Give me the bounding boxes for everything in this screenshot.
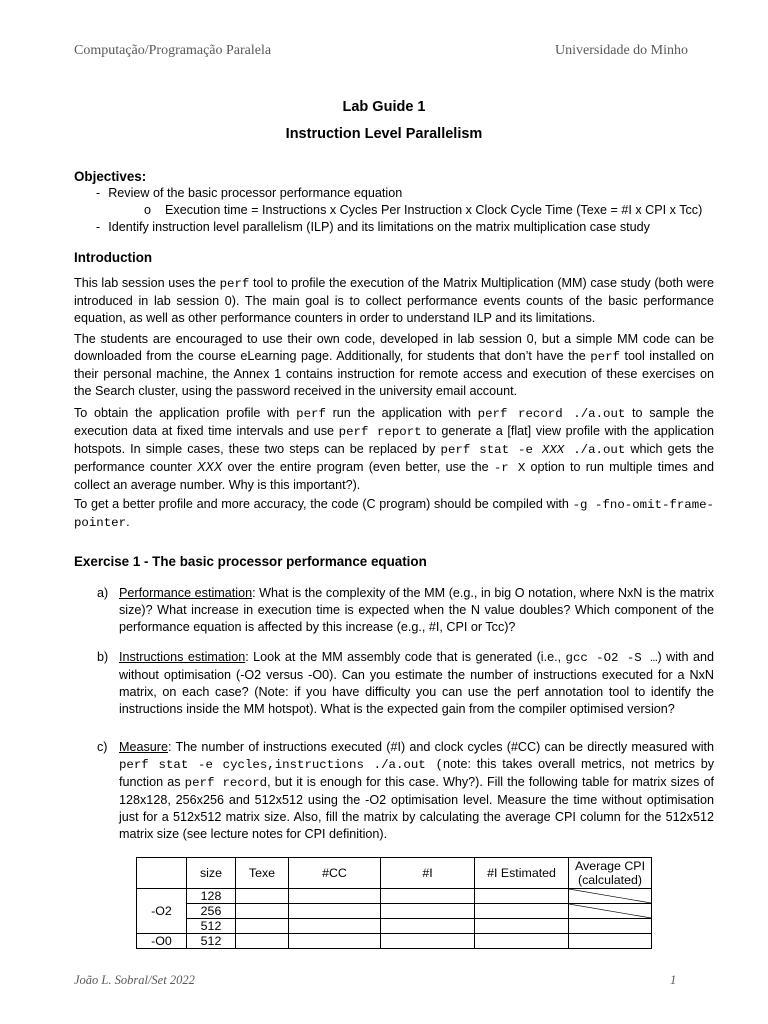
item-label: c) [97, 740, 108, 754]
table-row [137, 919, 652, 934]
input-cell[interactable] [289, 904, 381, 919]
size-cell: 256 [187, 904, 236, 919]
header-size: size [187, 858, 236, 889]
group-label-o0: -O0 [137, 934, 187, 949]
page-number: 1 [670, 973, 677, 987]
input-cell[interactable] [289, 934, 381, 949]
size-cell: 512 [187, 919, 236, 934]
header-university: Universidade do Minho [555, 43, 688, 58]
table-header-row [137, 858, 652, 889]
objective-subitem-1: o Execution time = Instructions x Cycles Per Instruction x Clock Cycle Time (Texe = #I x CPI x Tcc) [144, 203, 703, 217]
intro-paragraph-3: To obtain the application profile with perf run the application with perf record ./a.out to sample the execution data at fixed time intervals and use perf report to generate a [flat] view profile with the application hotspots. In simple cases, these two steps can be replaced by perf stat -e XXX ./a.out which gets the performance counter XXX over the entire program (even better, use the -r X option to run multiple times and collect an average number. Why is this important?). [74, 406, 715, 492]
header-i-estimated: #I Estimated [475, 858, 569, 889]
input-cell[interactable] [289, 919, 381, 934]
table-row [137, 904, 652, 919]
empty-header-cell [137, 858, 187, 889]
objective-item-1: - Review of the basic processor performance equation [96, 186, 403, 200]
table-row [137, 934, 652, 949]
group-label-o2: -O2 [137, 889, 187, 934]
footer-author: João L. Sobral/Set 2022 [74, 973, 195, 987]
input-cell[interactable] [289, 889, 381, 904]
disabled-cell [569, 889, 652, 904]
table-row [137, 889, 652, 904]
title-lab-guide: Lab Guide 1 [342, 99, 426, 115]
input-cell[interactable] [236, 889, 289, 904]
intro-paragraph-4: To get a better profile and more accuracy, the code (C program) should be compiled with -g -fno-omit-frame-pointer. [74, 497, 714, 530]
sub-bullet: o [144, 203, 152, 217]
bullet: - [96, 220, 101, 234]
size-cell: 128 [187, 889, 236, 904]
exercise-b: b) Instructions estimation: Look at the MM assembly code that is generated (i.e., gcc -O2 -S …) with and without optimisation (-O2 versus -O0). Can you estimate the number of instructions executed for a NxN matrix, on each case? (Note: if you have difficulty you can use the perf annotation tool to identify the instructions inside the MM hotspot). What is the expected gain from the compiler optimised version? [97, 650, 714, 716]
bullet: - [96, 186, 101, 200]
input-cell[interactable] [569, 934, 652, 949]
intro-paragraph-1: This lab session uses the perf tool to profile the execution of the Matrix Multiplication (MM) case study (both were introduced in lab session 0). The main goal is to collect performance events counts of the basic performance equation, as well as other performance counters in order to understand ILP and its limitations. [74, 276, 714, 325]
input-cell[interactable] [236, 904, 289, 919]
exercise-a: a) Performance estimation: What is the complexity of the MM (e.g., in big O notation, where NxN is the matrix size)? What increase in execution time is expected when the N value doubles? Which component of the performance equation is affected by this increase (e.g., #I, CPI or Tcc)? [97, 586, 714, 634]
introduction-heading: Introduction [74, 250, 153, 265]
header-i: #I [381, 858, 475, 889]
disabled-cell [569, 904, 652, 919]
input-cell[interactable] [475, 919, 569, 934]
input-cell[interactable] [569, 919, 652, 934]
exercise1-heading: Exercise 1 - The basic processor performance equation [74, 554, 427, 569]
item-label: b) [97, 650, 109, 664]
input-cell[interactable] [381, 904, 475, 919]
input-cell[interactable] [381, 889, 475, 904]
input-cell[interactable] [236, 934, 289, 949]
input-cell[interactable] [475, 889, 569, 904]
results-table [136, 857, 652, 949]
input-cell[interactable] [381, 919, 475, 934]
item-label: a) [97, 586, 109, 600]
header-texe: Texe [236, 858, 289, 889]
input-cell[interactable] [475, 934, 569, 949]
header-average-cpi: Average CPI (calculated) [569, 858, 652, 889]
title-subject: Instruction Level Parallelism [285, 126, 483, 142]
exercise-c: c) Measure: The number of instructions executed (#I) and clock cycles (#CC) can be directly measured with perf stat -e cycles,instructions ./a.out (note: this takes overall metrics, not metrics by function as perf record, but it is enough for this case. Why?). Fill the following table for matrix sizes of 128x128, 256x256 and 512x512 using the -O2 optimisation level. Measure the time without optimisation just for a 512x512 matrix size. Also, fill the matrix by calculating the average CPI column for the 512x512 matrix size (see lecture notes for CPI definition). [97, 740, 714, 841]
objectives-heading: Objectives: [74, 169, 147, 184]
header-course: Computação/Programação Paralela [74, 43, 272, 58]
input-cell[interactable] [475, 904, 569, 919]
input-cell[interactable] [381, 934, 475, 949]
size-cell: 512 [187, 934, 236, 949]
intro-paragraph-2: The students are encouraged to use their own code, developed in lab session 0, but a simple MM code can be downloaded from the course eLearning page. Additionally, for students that don’t have the perf tool installed on their personal machine, the Annex 1 contains instruction for remote access and execution of these exercises on the Search cluster, using the password received in the university email account. [74, 332, 714, 398]
input-cell[interactable] [236, 919, 289, 934]
objective-item-2: - Identify instruction level parallelism (ILP) and its limitations on the matrix multiplication case study [96, 220, 650, 234]
header-cc: #CC [289, 858, 381, 889]
